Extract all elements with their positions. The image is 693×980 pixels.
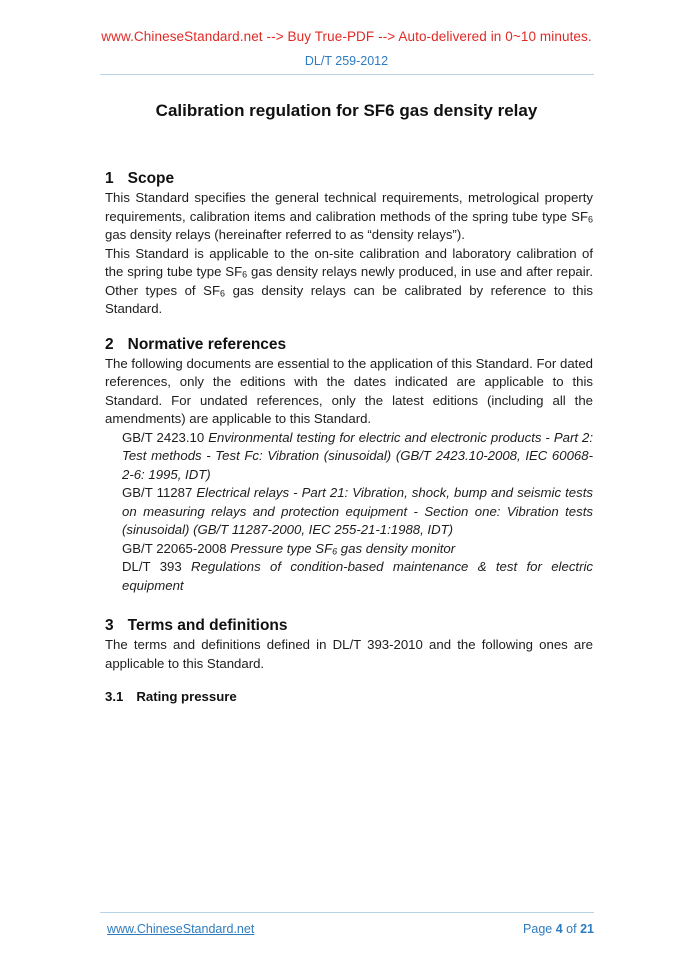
section-number: 1 xyxy=(105,170,114,187)
reference-item: GB/T 22065-2008 Pressure type $SF_6$ gas density monitor xyxy=(122,540,456,557)
scope-paragraph-2: This Standard is applicable to the on-site calibration and laboratory calibration of the spring tube type $SF_6$ gas density relays newly produced, in use and after repair. Other types of $SF_6$ gas density relays can be calibrated by reference to this Standard. xyxy=(105,245,594,316)
section-heading-normative-references xyxy=(105,335,593,355)
section-number: 2 xyxy=(105,335,114,353)
page-indicator xyxy=(523,922,594,937)
reference-item: GB/T 2423.10 Environmental testing for electric and electronic products - Part 2: Test methods - Test Fc: Vibration (sinusoidal) (GB/T 2423.10-2008, IEC 60068-2-6: 1995, IDT) xyxy=(122,429,593,482)
promo-banner: www.ChineseStandard.net --> Buy True-PDF --> Auto-delivered in 0~10 minutes. xyxy=(101,29,592,44)
section-heading-scope xyxy=(105,169,593,189)
subsection-heading-rating-pressure xyxy=(105,688,593,705)
terms-intro: The terms and definitions defined in DL/T 393-2010 and the following ones are applicable to this Standard. xyxy=(105,637,593,671)
page-footer xyxy=(100,912,594,937)
section-number: 3 xyxy=(105,617,114,634)
section-title: Terms and definitions xyxy=(127,617,288,634)
page-of-label: of xyxy=(566,922,577,936)
page-label: Page xyxy=(523,922,553,936)
section-heading-terms-definitions xyxy=(105,616,593,636)
subsection-title: Rating pressure xyxy=(136,689,237,704)
document-body xyxy=(105,169,593,705)
page-total: 21 xyxy=(580,922,594,936)
normative-references-intro: The following documents are essential to the application of this Standard. For dated references, only the editions with the dates indicated are applicable to this Standard. For undated references, only the latest editions (including all the amendments) are applicable to this Standard. xyxy=(105,355,593,426)
footer-site-link[interactable]: www.ChineseStandard.net xyxy=(107,922,255,936)
standard-code: DL/T 259-2012 xyxy=(304,54,389,68)
section-title: Scope xyxy=(127,170,175,187)
header-divider xyxy=(100,74,594,75)
section-title: Normative references xyxy=(127,335,287,353)
page-current: 4 xyxy=(555,922,563,936)
reference-item: GB/T 11287 Electrical relays - Part 21: Vibration, shock, bump and seismic tests on measuring relays and protection equipment - Section one: Vibration tests (sinusoidal) (GB/T 11287-2000, IEC 255-21-1:1988, IDT) xyxy=(122,485,593,537)
scope-paragraph-1: This Standard specifies the general technical requirements, metrological property requirements, calibration items and calibration methods of the spring tube type $SF_6$ gas density relays (hereinafter referred to as “density relays”). xyxy=(105,190,593,242)
reference-item: DL/T 393 Regulations of condition-based maintenance & test for electric equipment xyxy=(122,559,593,593)
page-header xyxy=(0,0,693,75)
subsection-number: 3.1 xyxy=(105,689,124,704)
document-title: Calibration regulation for SF6 gas density relay xyxy=(155,101,538,120)
